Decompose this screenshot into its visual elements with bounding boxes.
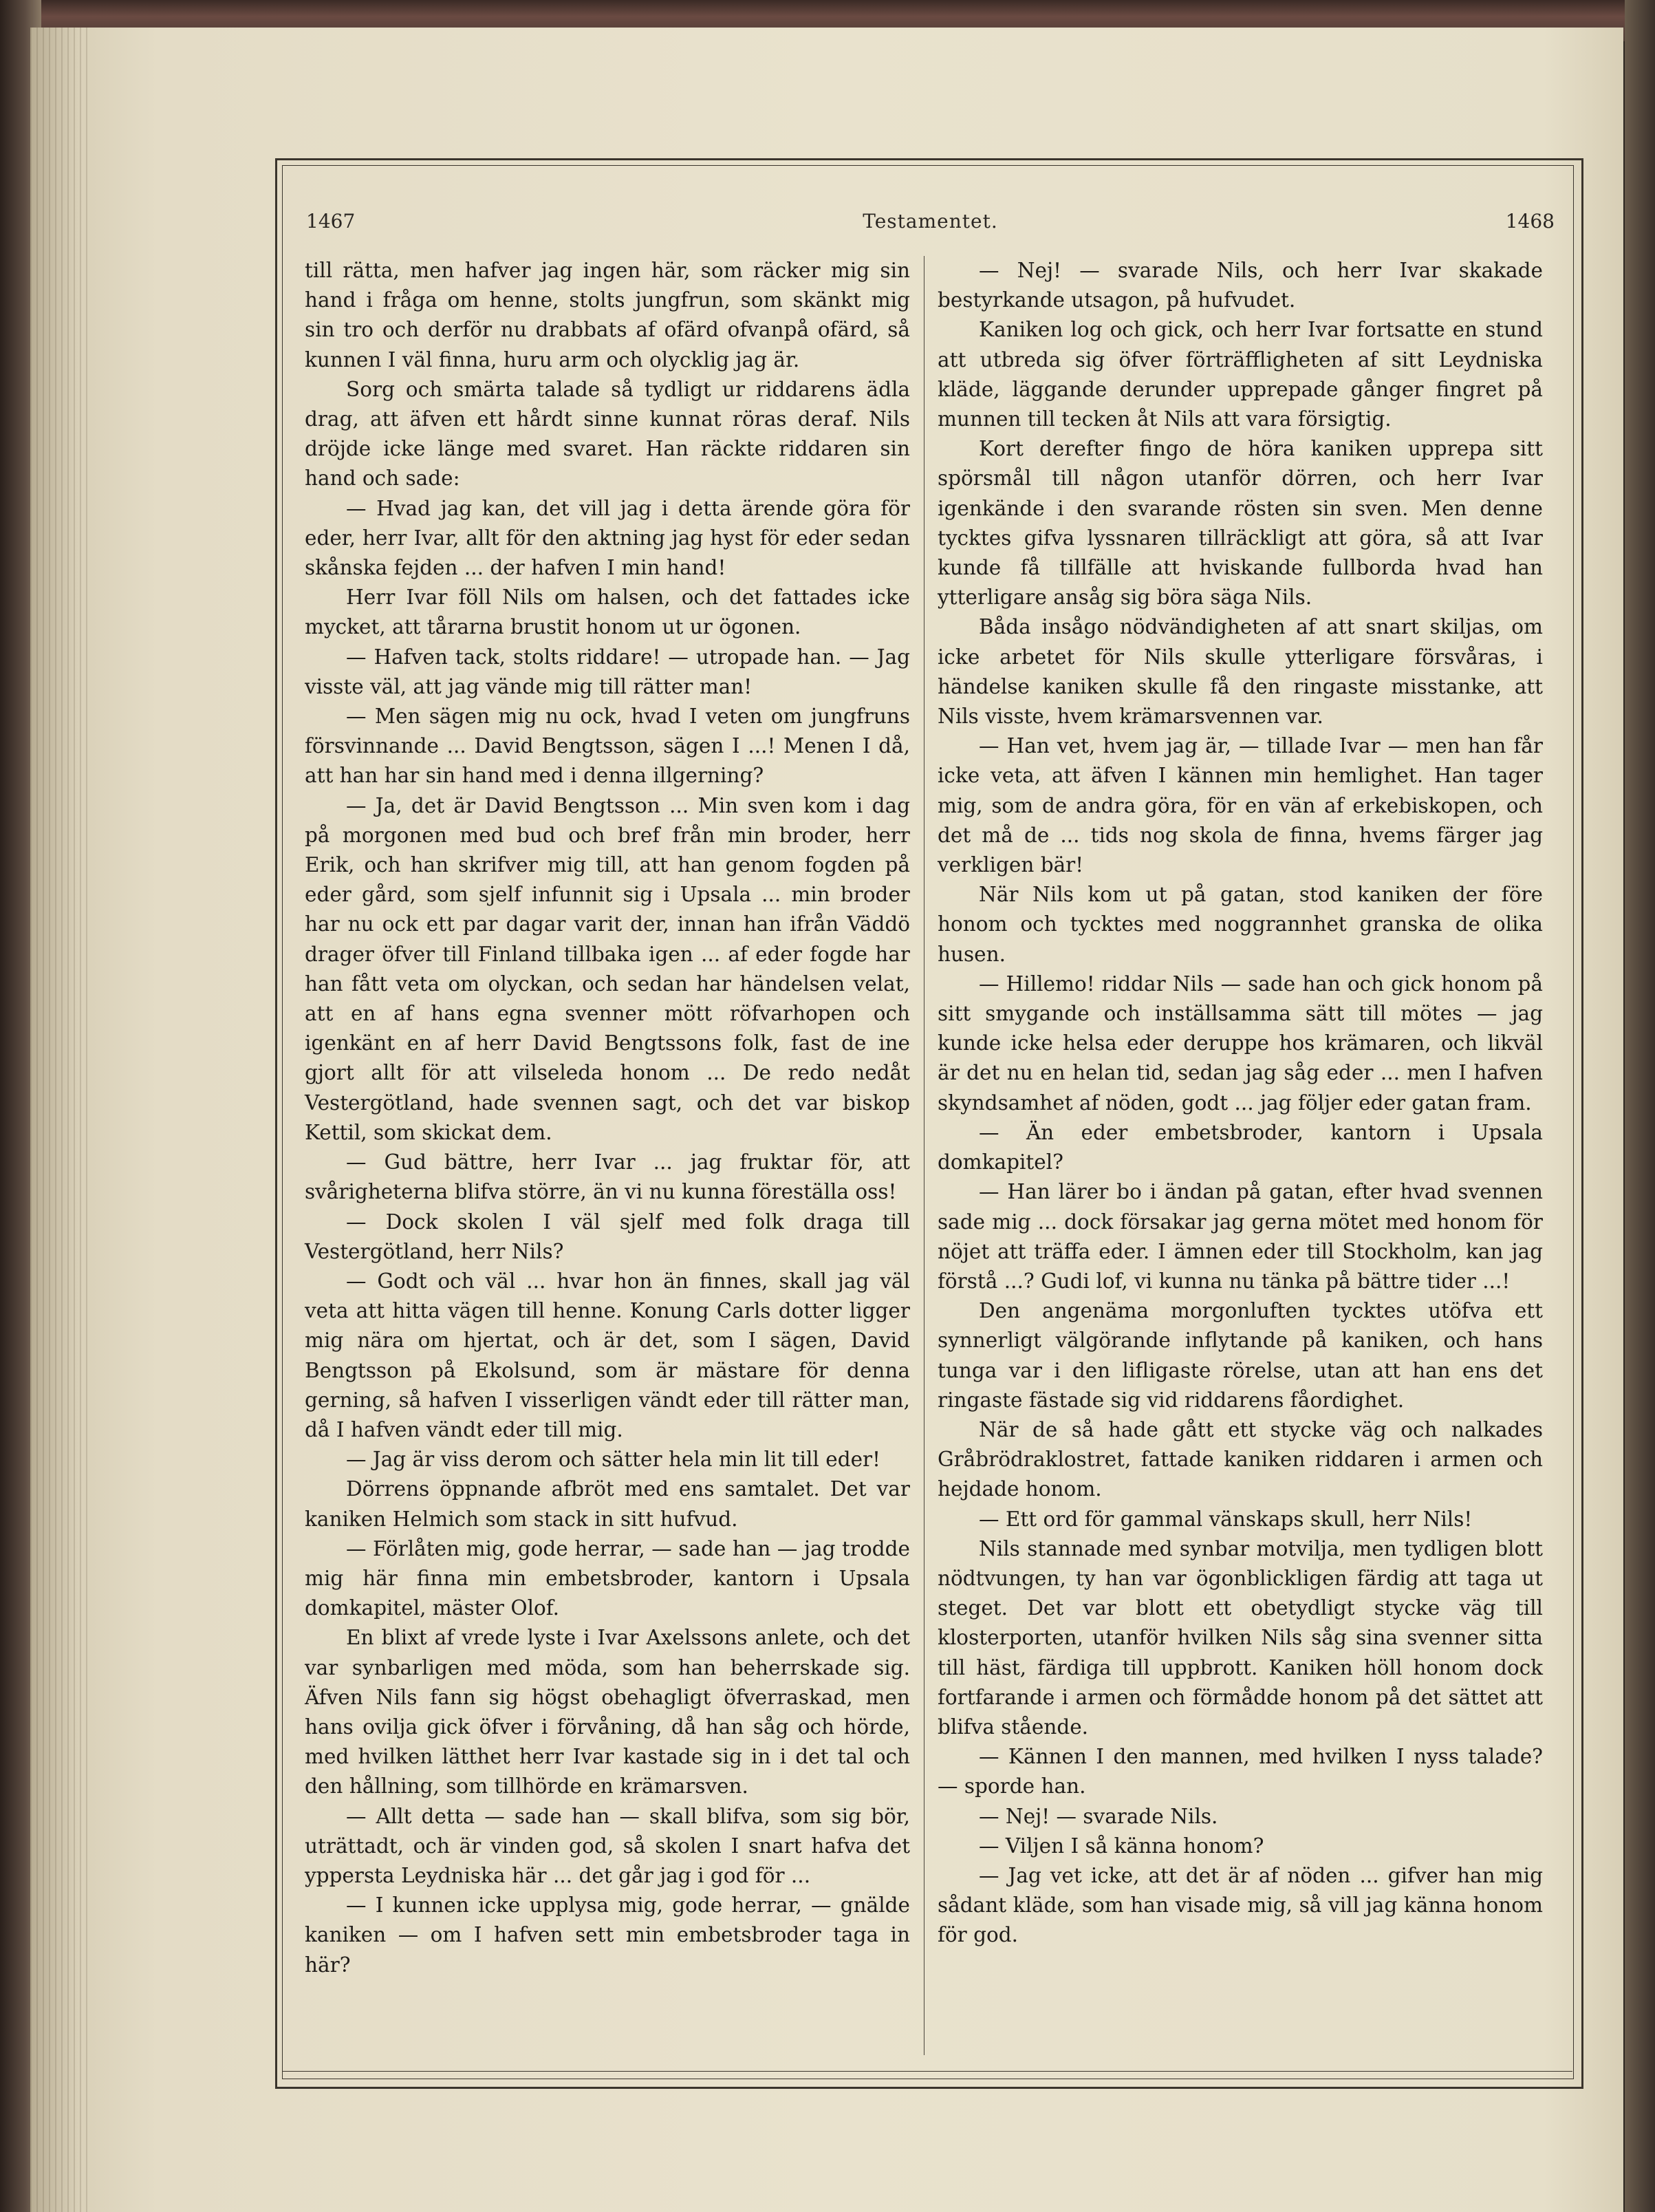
paragraph: — Ja, det är David Bengtsson ... Min sven kom i dag på morgonen med bud och bref från min broder, herr Erik, och han skrifver mig till, att han genom fogden på eder gård, som sjelf infunnit sig i Upsala ... min broder har nu ock ett par dagar varit der, innan han ifrån Väddö drager öfver till Finland tillbaka igen ... af eder fogde har han fått veta om olyckan, och sedan har händelsen velat, att en af hans egna svenner mött röfvarhopen och igenkänt en af herr David Bengtssons folk, fast de ine gjort allt för att vilseleda honom ... De redo nedåt Vestergötland, hade svennen sagt, och det var biskop Kettil, som skickat dem. — [305, 793, 910, 1144]
book-edge-right — [1625, 0, 1655, 2212]
bottom-rule — [282, 2071, 1572, 2072]
paragraph: — Godt och väl ... hvar hon än finnes, skall jag väl veta att hitta vägen till henne. Konung Carls dotter ligger mig nära om hjertat, och är det, som I sägen, David Bengtsson på Ekolsund, som är mästare för denna gerning, så hafven I visserligen vändt eder till rätter man, då I hafven vändt eder till mig. — [305, 1269, 910, 1441]
paragraph: — Gud bättre, herr Ivar ... jag fruktar för, att svårigheterna blifva större, än vi nu kunna föreställa oss! — [305, 1150, 910, 1204]
paragraph: till rätta, men hafver jag ingen här, som räcker mig sin hand i fråga om henne, stolts jungfrun, som skänkt mig sin tro och derför nu drabbats af ofärd ofvanpå ofärd, så kunnen I väl finna, huru arm och olycklig jag är. — [305, 259, 910, 372]
page-stack-edge — [30, 28, 92, 2212]
paragraph: — Men sägen mig nu ock, hvad I veten om jungfruns försvinnande ... David Bengtsson, sägen I ...! Menen I då, att han har sin hand med i denna illgerning? — [305, 705, 910, 788]
text-column-right — [938, 256, 1543, 1951]
text-column-left — [305, 256, 910, 1980]
page-number-left: 1467 — [306, 210, 356, 233]
paragraph: — Ett ord för gammal vänskaps skull, herr Nils! — [979, 1507, 1473, 1531]
running-title: Testamentet. — [863, 210, 998, 233]
paragraph: — Hafven tack, stolts riddare! — utropade han. — Jag visste väl, att jag vände mig till rätter man! — [305, 645, 910, 698]
paragraph: Den angenäma morgonluften tycktes utöfva ett synnerligt välgörande inflytande på kaniken, och hans tunga var i den lifligaste rörelse, utan att han ens det ringaste fästade sig vid riddarens fåordighet. — [938, 1299, 1543, 1412]
paragraph: Dörrens öppnande afbröt med ens samtalet. Det var kaniken Helmich som stack in sitt hufvud. — [305, 1477, 910, 1531]
paragraph: Nils stannade med synbar motvilja, men tydligen blott nödtvungen, ty han var ögonblickligen färdig att taga ut steget. Det var blott ett obetydligt stycke väg till klosterporten, utanför hvilken Nils såg sina svenner sitta till häst, färdiga till uppbrott. Kaniken höll honom dock fortfarande i armen och förmådde honom på det sättet att blifva stående. — [938, 1536, 1543, 1739]
paragraph: När de så hade gått ett stycke väg och nalkades Gråbrödraklostret, fattade kaniken riddaren i armen och hejdade honom. — [938, 1417, 1543, 1501]
paragraph: — Jag vet icke, att det är af nöden ... gifver han mig sådant kläde, som han visade mig, så vill jag känna honom för god. — [938, 1863, 1543, 1947]
paragraph: — Viljen I så känna honom? — [979, 1834, 1264, 1858]
paragraph: Sorg och smärta talade så tydligt ur riddarens ädla drag, att äfven ett hårdt sinne kunnat röras deraf. Nils dröjde icke länge med svaret. Han räckte riddaren sin hand och sade: — [305, 377, 910, 491]
paragraph: — Nej! — svarade Nils. — [979, 1804, 1218, 1828]
paragraph: — I kunnen icke upplysa mig, gode herrar, — gnälde kaniken — om I hafven sett min embetsbroder taga in här? — [305, 1893, 910, 1977]
paragraph: — Hillemo! riddar Nils — sade han och gick honom på sitt smygande och inställsamma sätt till mötes — jag kunde icke helsa eder deruppe hos krämaren, och likväl är det nu en helan tid, sedan jag såg eder ... men I hafven skyndsamhet af nöden, godt ... jag följer eder gatan fram. — [938, 971, 1543, 1115]
paragraph: Herr Ivar föll Nils om halsen, och det fattades icke mycket, att tårarna brustit honom ut ur ögonen. — [305, 586, 910, 639]
paragraph: Kaniken log och gick, och herr Ivar fortsatte en stund att utbreda sig öfver förträffligheten af sitt Leydniska kläde, läggande derunder upprepade gånger fingret på munnen till tecken åt Nils att vara försigtig. — [938, 318, 1543, 431]
paragraph: — Hvad jag kan, det vill jag i detta ärende göra för eder, herr Ivar, allt för den aktning jag hyst för eder sedan skånska fejden ... der hafven I min hand! — [305, 496, 910, 580]
paragraph: En blixt af vrede lyste i Ivar Axelssons anlete, och det var synbarligen med möda, som han beherrskade sig. Äfven Nils fann sig högst obehagligt öfverraskad, men hans ovilja gick öfver i förvåning, då han såg och hörde, med hvilken lätthet herr Ivar kastade sig in i det tal och den hållning, som tillhörde en krämarsven. — [305, 1626, 910, 1798]
paragraph: — Nej! — svarade Nils, och herr Ivar skakade bestyrkande utsagon, på hufvudet. — [938, 259, 1543, 312]
paragraph: — Kännen I den mannen, med hvilken I nyss talade? — sporde han. — [938, 1745, 1543, 1798]
paragraph: — Han lärer bo i ändan på gatan, efter hvad svennen sade mig ... dock försakar jag gerna mötet med honom för nöjet att träffa eder. I ämnen eder till Stockholm, kan jag förstå ...? Gudi lof, vi kunna nu tänka på bättre tider ...! — [938, 1180, 1543, 1293]
paragraph: — Han vet, hvem jag är, — tillade Ivar — men han får icke veta, att äfven I kännen min hemlighet. Han tager mig, som de andra göra, för en vän af erkebiskopen, och det må de ... tids nog skola de finna, hvems färger jag verkligen bär! — [938, 734, 1543, 877]
paragraph: Kort derefter fingo de höra kaniken upprepa sitt spörsmål till någon utanför dörren, och herr Ivar igenkände i den svarande rösten sin sven. Men denne tycktes gifva lyssnaren tillräckligt att göra, så att Ivar kunde få tillfälle att hviskande fullborda hvad han ytterligare ansåg sig böra säga Nils. — [938, 437, 1543, 610]
page-header — [306, 210, 1555, 237]
paragraph: Båda insågo nödvändigheten af att snart skiljas, om icke arbetet för Nils skulle ytterligare försvåras, i händelse kaniken skulle få den ringaste misstanke, att Nils visste, hvem krämarsvennen var. — [938, 615, 1543, 729]
paragraph: — Dock skolen I väl sjelf med folk draga till Vestergötland, herr Nils? — [305, 1210, 910, 1263]
paragraph: — Än eder embetsbroder, kantorn i Upsala domkapitel? — [938, 1120, 1543, 1174]
paragraph: När Nils kom ut på gatan, stod kaniken der före honom och tycktes med noggrannhet granska de olika husen. — [938, 883, 1543, 966]
page-number-right: 1468 — [1505, 210, 1555, 233]
paragraph: — Jag är viss derom och sätter hela min lit till eder! — [346, 1448, 880, 1472]
paragraph: — Allt detta — sade han — skall blifva, som sig bör, uträttadt, och är vinden god, så skolen I snart hafva det yppersta Leydniska här ... det går jag i god för ... — [305, 1804, 910, 1887]
paragraph: — Förlåten mig, gode herrar, — sade han — jag trodde mig här finna min embetsbroder, kantorn i Upsala domkapitel, mäster Olof. — [305, 1536, 910, 1620]
